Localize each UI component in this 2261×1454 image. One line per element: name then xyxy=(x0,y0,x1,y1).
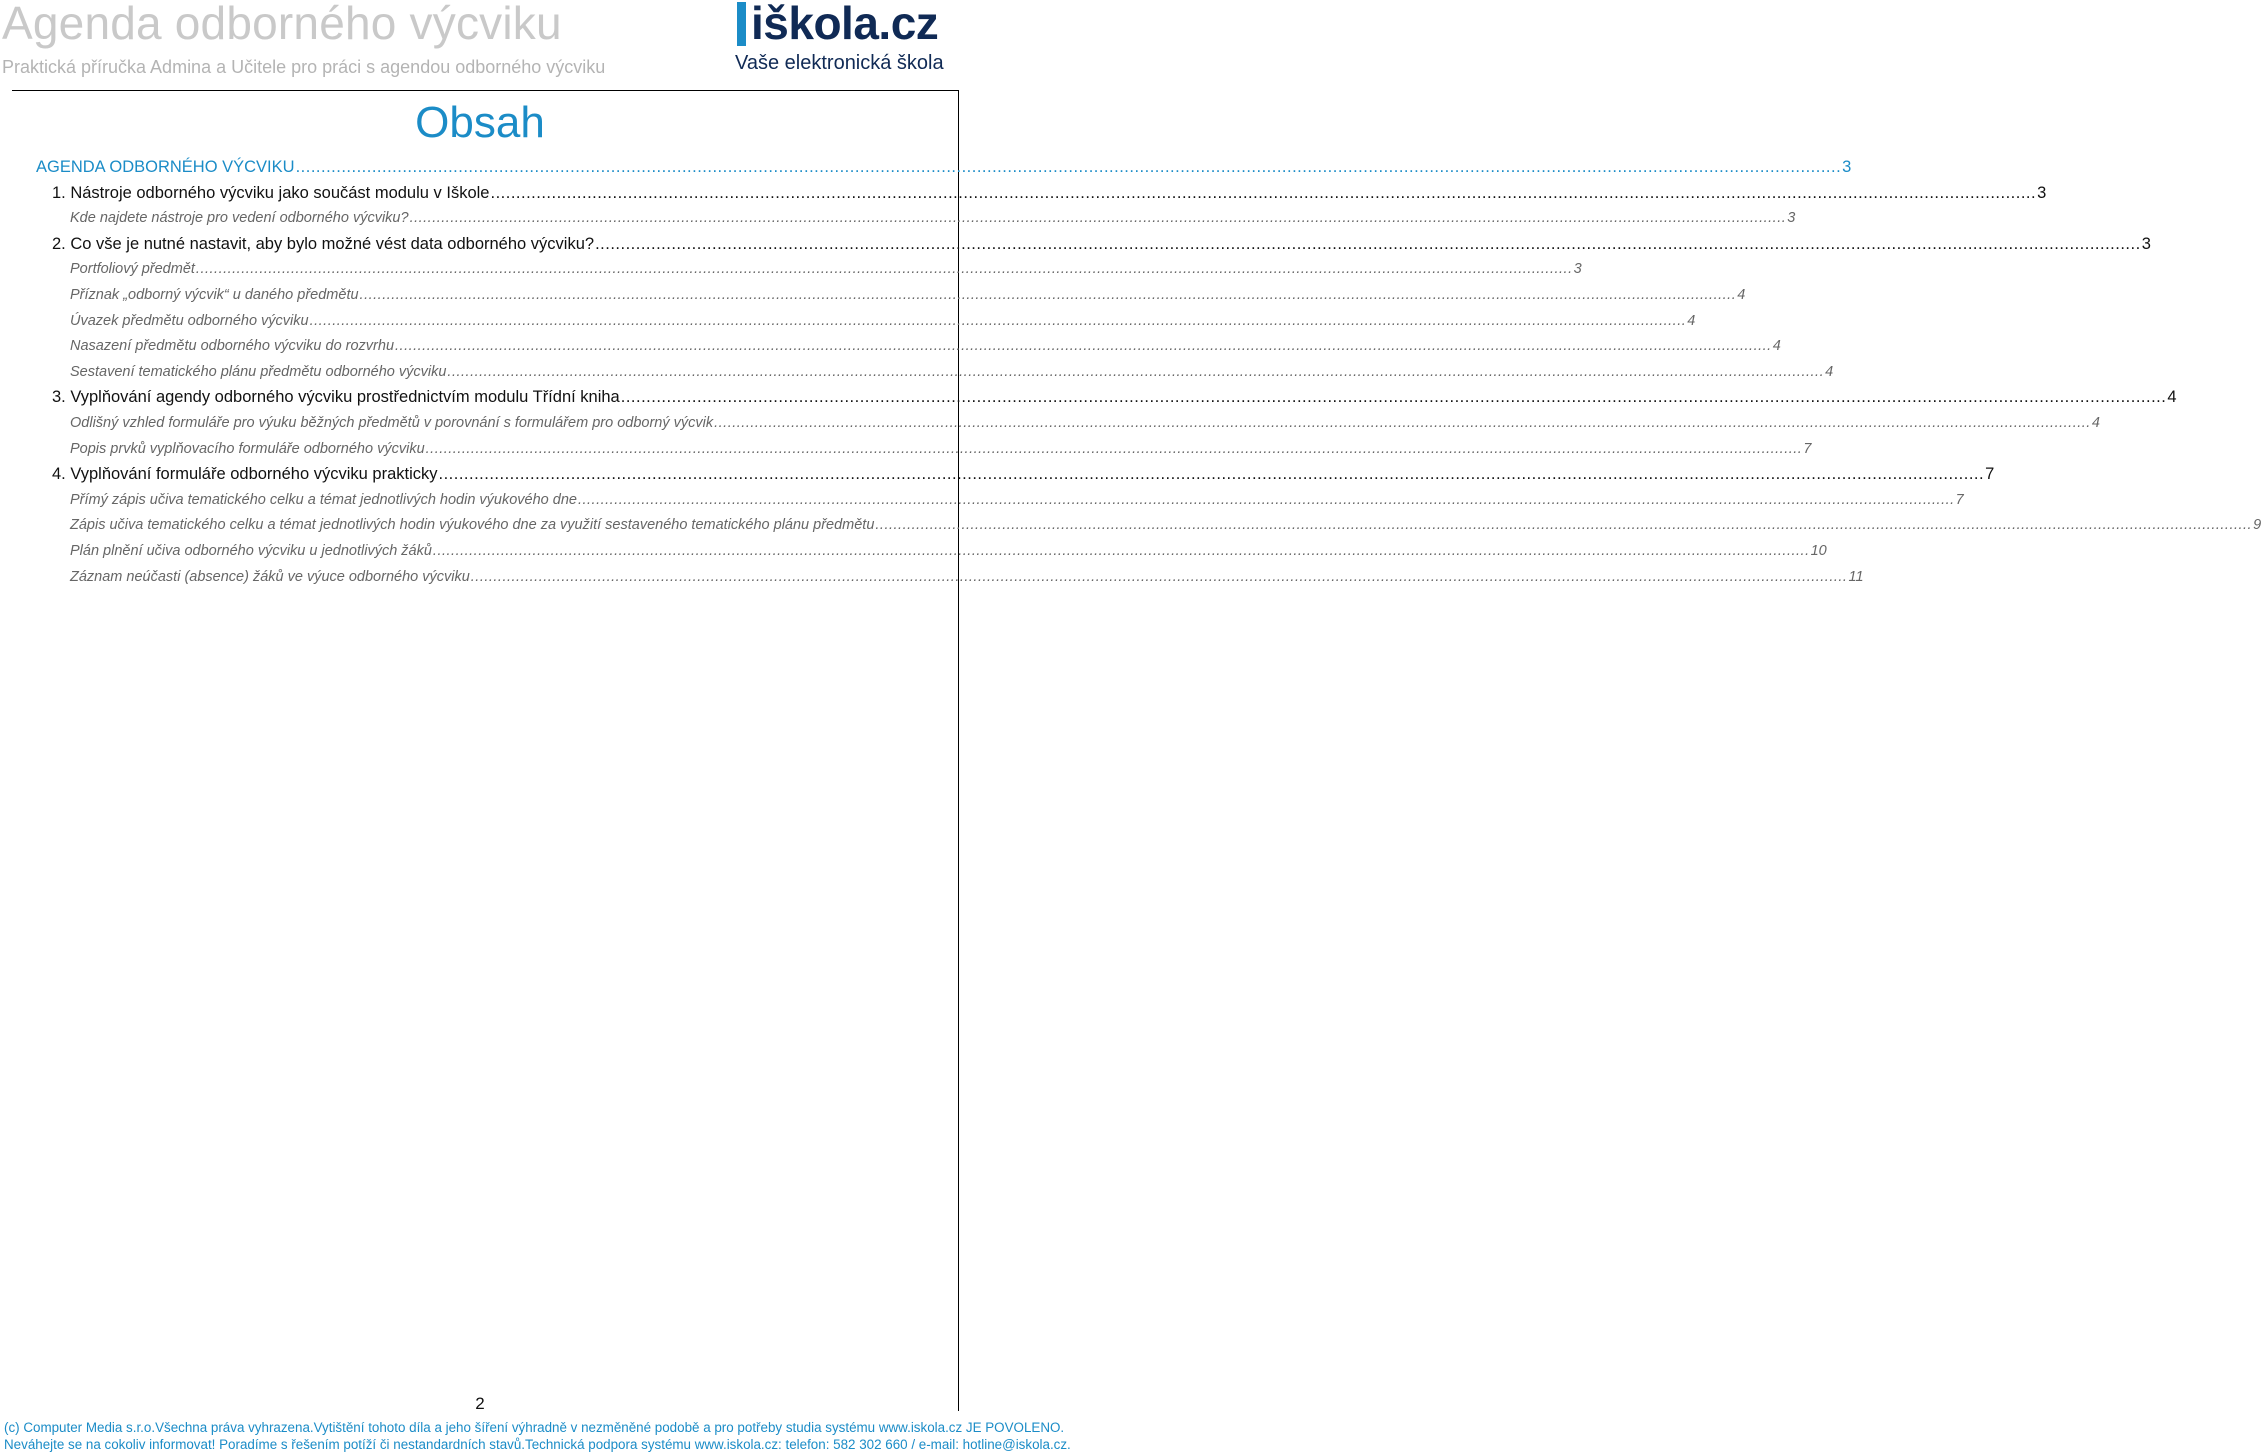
toc-entry-page: 3 xyxy=(2141,234,2151,253)
toc-dot-leader xyxy=(578,489,1955,511)
toc-entry-page: 3 xyxy=(1573,261,1582,278)
header-subtitle: Praktická příručka Admina a Učitele pro práci s agendou odborného výcviku xyxy=(2,57,606,77)
toc-entry[interactable] xyxy=(52,233,2151,255)
toc-entry-label: AGENDA ODBORNÉHO VÝCVIKU xyxy=(36,158,295,176)
page-title: Obsah xyxy=(415,98,545,147)
toc-dot-leader xyxy=(621,386,2167,408)
toc-dot-leader xyxy=(471,566,1848,588)
iskola-logo xyxy=(735,0,955,80)
toc-entry[interactable] xyxy=(70,412,2100,434)
toc-entry-label: Plán plnění učiva odborného výcviku u jednotlivých žáků xyxy=(70,543,432,559)
toc-entry-label: 2. Co vše je nutné nastavit, aby bylo možné vést data odborného výcviku? xyxy=(52,234,595,253)
toc-entry-label: Úvazek předmětu odborného výcviku xyxy=(70,312,309,329)
toc-entry[interactable] xyxy=(70,361,1834,383)
toc-entry-label: Popis prvků vyplňovacího formuláře odborného výcviku xyxy=(70,440,425,457)
toc-entry-page: 7 xyxy=(1985,465,1995,484)
toc-entry-label: Portfoliový předmět xyxy=(70,261,195,278)
toc-dot-leader xyxy=(310,310,1687,332)
toc-dot-leader xyxy=(426,438,1803,460)
toc-entry-page: 11 xyxy=(1848,568,1864,585)
toc-dot-leader xyxy=(433,540,1810,562)
toc-entry[interactable] xyxy=(70,310,1696,332)
toc-entry[interactable] xyxy=(52,182,2047,204)
toc-entry-label: Kde najdete nástroje pro vedení odborného výcviku? xyxy=(70,210,409,227)
toc-entry-page: 4 xyxy=(1737,287,1746,303)
toc-entry[interactable] xyxy=(70,258,1582,280)
toc-entry[interactable] xyxy=(70,335,1781,357)
toc-entry-label: Záznam neúčasti (absence) žáků ve výuce odborného výcviku xyxy=(70,568,470,585)
toc-entry-label: Odlišný vzhled formuláře pro výuku běžných předmětů v porovnání s formulářem pro odborný výcvik xyxy=(70,415,714,431)
toc-dot-leader xyxy=(714,412,2091,434)
logo-tagline: Vaše elektronická škola xyxy=(735,52,944,74)
toc-entry-page: 9 xyxy=(2253,517,2261,534)
toc-entry[interactable] xyxy=(36,156,1852,178)
footer-copyright: (c) Computer Media s.r.o.Všechna práva vyhrazena.Vytištění tohoto díla a jeho šíření výhradně v nezměněné podobě a pro potřeby studia systému www.iskola.cz JE POVOLENO. xyxy=(4,1420,1065,1435)
footer-support: Neváhejte se na cokoliv informovat! Poradíme s řešením potíží či nestandardních stavů.Technická podpora systému www.iskola.cz: telefon: 582 302 660 / e-mail: hotline@iskola.cz. xyxy=(4,1437,1071,1452)
toc-entry-page: 4 xyxy=(2167,388,2177,407)
toc-dot-leader xyxy=(395,335,1772,357)
toc-entry[interactable] xyxy=(70,438,1812,460)
toc-dot-leader xyxy=(360,284,1737,306)
toc-dot-leader xyxy=(447,361,1824,383)
toc-entry[interactable] xyxy=(52,463,1995,485)
toc-entry-page: 4 xyxy=(1825,363,1834,380)
toc-entry-page: 4 xyxy=(1687,312,1696,329)
toc-entry-page: 10 xyxy=(1810,543,1827,559)
toc-entry-label: Přímý zápis učiva tematického celku a témat jednotlivých hodin výukového dne xyxy=(70,491,577,508)
toc-entry-label: 4. Vyplňování formuláře odborného výcviku prakticky xyxy=(52,465,438,484)
toc-dot-leader xyxy=(410,207,1787,229)
toc-dot-leader xyxy=(875,514,2252,536)
toc-dot-leader xyxy=(490,182,2036,204)
footer-page-number: 2 xyxy=(475,1394,485,1413)
toc-entry-label: 3. Vyplňování agendy odborného výcviku prostřednictvím modulu Třídní kniha xyxy=(52,388,620,407)
toc-entry-page: 4 xyxy=(1772,338,1781,355)
toc-entry-page: 4 xyxy=(2091,415,2100,431)
toc-dot-leader xyxy=(296,156,1842,178)
toc-entry-page: 7 xyxy=(1803,440,1812,457)
header-title: Agenda odborného výcviku xyxy=(2,0,562,49)
toc-entry-label: Zápis učiva tematického celku a témat jednotlivých hodin výukového dne za využití sestaveného tematického plánu předmětu xyxy=(70,517,875,534)
toc-entry[interactable] xyxy=(52,386,2177,408)
logo-text: iškola.cz xyxy=(751,0,939,49)
toc-entry-page: 3 xyxy=(2037,183,2047,202)
toc-entry[interactable] xyxy=(70,566,1864,588)
toc-entry[interactable] xyxy=(70,514,2261,536)
toc-dot-leader xyxy=(439,463,1985,485)
toc-entry-page: 7 xyxy=(1955,491,1964,508)
logo-bar-icon xyxy=(737,2,746,46)
toc-entry-label: Příznak „odborný výcvik“ u daného předmětu xyxy=(70,287,359,303)
toc-dot-leader xyxy=(595,233,2141,255)
toc-entry-label: Nasazení předmětu odborného výcviku do rozvrhu xyxy=(70,338,395,355)
toc-entry[interactable] xyxy=(70,540,1827,562)
toc-entry[interactable] xyxy=(70,207,1796,229)
toc-entry-label: 1. Nástroje odborného výcviku jako součást modulu v Iškole xyxy=(52,183,490,202)
toc-entry[interactable] xyxy=(70,489,1964,511)
toc-entry[interactable] xyxy=(70,284,1746,306)
toc-entry-page: 3 xyxy=(1787,210,1796,227)
toc-dot-leader xyxy=(196,258,1573,280)
toc-entry-label: Sestavení tematického plánu předmětu odborného výcviku xyxy=(70,363,447,380)
toc-entry-page: 3 xyxy=(1842,158,1852,176)
